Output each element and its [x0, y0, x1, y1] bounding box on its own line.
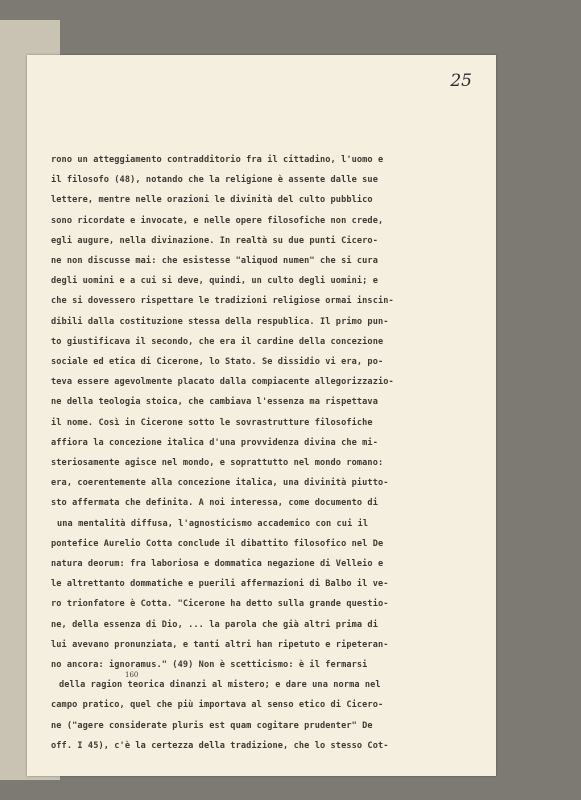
text-line: degli uomini e a cui si deve, quindi, un culto degli uomini; e — [51, 276, 378, 287]
text-line: ro trionfatore è Cotta. "Cicerone ha detto sulla grande questio- — [51, 599, 389, 610]
text-line: to giustificava il secondo, che era il cardine della concezione — [51, 336, 384, 347]
text-line: off. I 45), c'è la certezza della tradizione, che lo stesso Cot- — [51, 740, 389, 751]
text-line: era, coerentemente alla concezione italica, una divinità piutto- — [51, 478, 389, 489]
text-line: una mentalità diffusa, l'agnosticismo accademico con cui il — [57, 518, 369, 529]
text-line: che si dovessero rispettare le tradizioni religiose ormai inscin- — [51, 296, 394, 307]
text-line: lui avevano pronunziata, e tanti altri han ripetuto e ripeteran- — [51, 639, 389, 650]
text-line: affiora la concezione italica d'una provvidenza divina che mi- — [51, 437, 378, 448]
text-line: della ragion teorica dinanzi al mistero; e dare una norma nel — [59, 680, 381, 691]
text-line: le altrettanto dommatiche e puerili affermazioni di Balbo il ve- — [51, 579, 389, 590]
text-line: dibili dalla costituzione stessa della respublica. Il primo pun- — [51, 316, 389, 327]
text-line: sociale ed etica di Cicerone, lo Stato. Se dissidio vi era, po- — [51, 357, 384, 367]
text-line: sto affermata che definita. A noi interessa, come documento di — [51, 498, 378, 509]
text-line: pontefice Aurelio Cotta conclude il dibattito filosofico nel De — [51, 538, 384, 549]
text-line: ne, della essenza di Dio, ... la parola che già altri prima di — [51, 619, 378, 630]
text-line: ne della teologia stoica, che cambiava l'essenza ma rispettava — [51, 397, 378, 408]
text-line: campo pratico, quel che più importava al senso etico di Cicero- — [51, 700, 384, 711]
text-line: il nome. Così in Cicerone sotto le sovrastrutture filosofiche — [51, 417, 373, 428]
text-line: steriosamente agisce nel mondo, e soprattutto nel mondo romano: — [51, 458, 384, 468]
document-page — [27, 55, 496, 776]
text-line: lettere, mentre nelle orazioni le divinità del culto pubblico — [51, 195, 373, 206]
text-line: teva essere agevolmente placato dalla compiacente allegorizzazio- — [51, 377, 394, 388]
text-line: no ancora: ignoramus." (49) Non è scetticismo: è il fermarsi — [51, 660, 368, 670]
page-number: 25 — [450, 71, 472, 91]
text-line: natura deorum: fra laboriosa e dommatica negazione di Velleio e — [51, 559, 384, 569]
text-line: ne ("agere considerate pluris est quam cogitare prudenter" De — [51, 720, 373, 731]
text-line: sono ricordate e invocate, e nelle opere filosofiche non crede, — [51, 215, 384, 226]
text-line: rono un atteggiamento contradditorio fra il cittadino, l'uomo e — [51, 155, 384, 165]
text-line: egli augure, nella divinazione. In realtà su due punti Cicero- — [51, 235, 378, 246]
text-line: ne non discusse mai: che esistesse "aliquod numen" che si cura — [51, 256, 378, 266]
handwritten-margin-note: 160 — [125, 671, 139, 679]
text-line: il filosofo (48), notando che la religione è assente dalle sue — [51, 175, 378, 186]
